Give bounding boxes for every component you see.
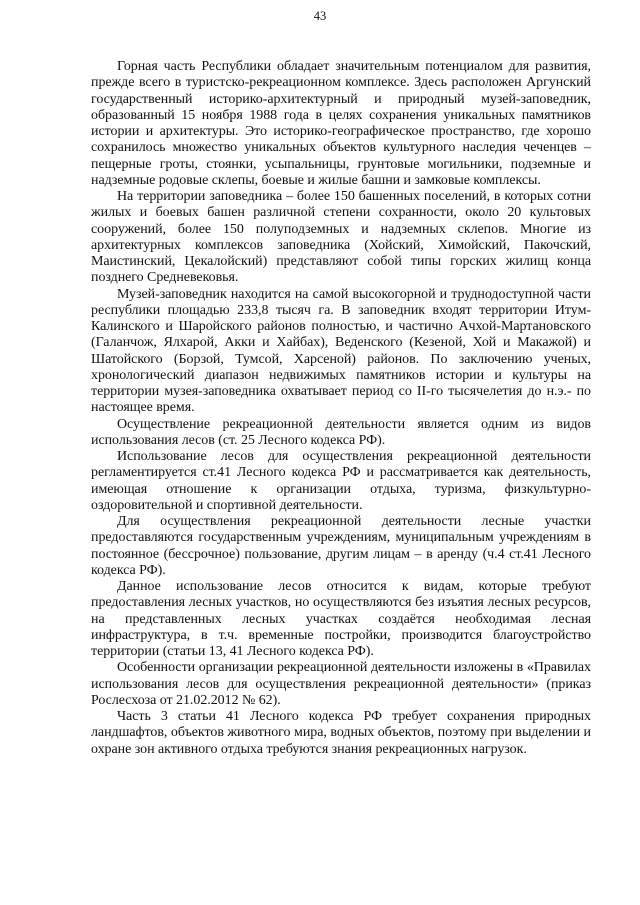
paragraph-forest-use-types: Данное использование лесов относится к видам, которые требуют предоставления лесных участков, но осуществляются без изъятия лесных ресурсов, на представленных лесных участках создаётся необходимая лесная инфраструктура, в т.ч. временные постройки, производится благоустройство территории (статьи 13, 41 Лесного кодекса РФ). bbox=[91, 579, 591, 659]
page-number: 43 bbox=[313, 9, 327, 23]
paragraph-recreational-loads: Часть 3 статьи 41 Лесного кодекса РФ требует сохранения природных ландшафтов, объектов животного мира, водных объектов, поэтому при выделении и охране зон активного отдыха требуются знания рекреационных нагрузок. bbox=[91, 709, 591, 757]
paragraph-reserve-territory: На территории заповедника – более 150 башенных поселений, в которых сотни жилых и боевых башен различной степени сохранности, около 20 культовых сооружений, более 150 полуподземных и надземных склепов. Многие из архитектурных комплексов заповедника (Хойский, Химойский, Пакочский, Маистинский, Цекалойский) представляют собой типы горских жилищ конца позднего Средневековья. bbox=[91, 189, 591, 286]
paragraph-rules-order: Особенности организации рекреационной деятельности изложены в «Правилах использования лесов для осуществления рекреационной деятельности» (приказ Рослесхоза от 21.02.2012 № 62). bbox=[91, 660, 591, 708]
paragraph-museum-reserve: Музей-заповедник находится на самой высокогорной и труднодоступной части республики площадью 233,8 тысяч га. В заповедник входят территории Итум-Калинского и Шаройского районов полностью, и частично Ачхой-Мартановского (Галанчож, Ялхарой, Акки и Хайбах), Веденского (Кезеной, Хой и Макажой) и Шатойского (Борзой, Тумсой, Харсеной) районов. По заключению ученых, хронологический диапазон недвижимых памятников истории и культуры на территории музея-заповедника охватывает период со II-го тысячелетия до н.э.- по настоящее время. bbox=[91, 286, 591, 416]
paragraph-forest-code-article-41: Использование лесов для осуществления рекреационной деятельности регламентируется ст.41 Лесного кодекса РФ и рассматривается как деятельность, имеющая отношение к организации отдыха, туризма, физкультурно-оздоровительной и спортивной деятельности. bbox=[91, 449, 591, 513]
paragraph-mountain-region: Горная часть Республики обладает значительным потенциалом для развития, прежде всего в туристско-рекреационном комплексе. Здесь расположен Аргунский государственный историко-архитектурный и природный музей-заповедник, образованный 15 ноября 1988 года в целях сохранения уникальных памятников истории и архитектуры. Это историко-географическое пространство, где хорошо сохранилось множество уникальных объектов культурного наследия чеченцев – пещерные гроты, стоянки, усыпальницы, грунтовые могильники, подземные и надземные родовые склепы, боевые и жилые башни и замковые комплексы. bbox=[91, 59, 591, 188]
paragraph-land-plots-provision: Для осуществления рекреационной деятельности лесные участки предоставляются государственным учреждениям, муниципальным учреждениям в постоянное (бессрочное) пользование, другим лицам – в аренду (ч.4 ст.41 Лесного кодекса РФ). bbox=[91, 514, 591, 578]
body-text bbox=[91, 59, 591, 758]
paragraph-recreation-forest-use: Осуществление рекреационной деятельности является одним из видов использования лесов (ст. 25 Лесного кодекса РФ). bbox=[91, 416, 591, 448]
